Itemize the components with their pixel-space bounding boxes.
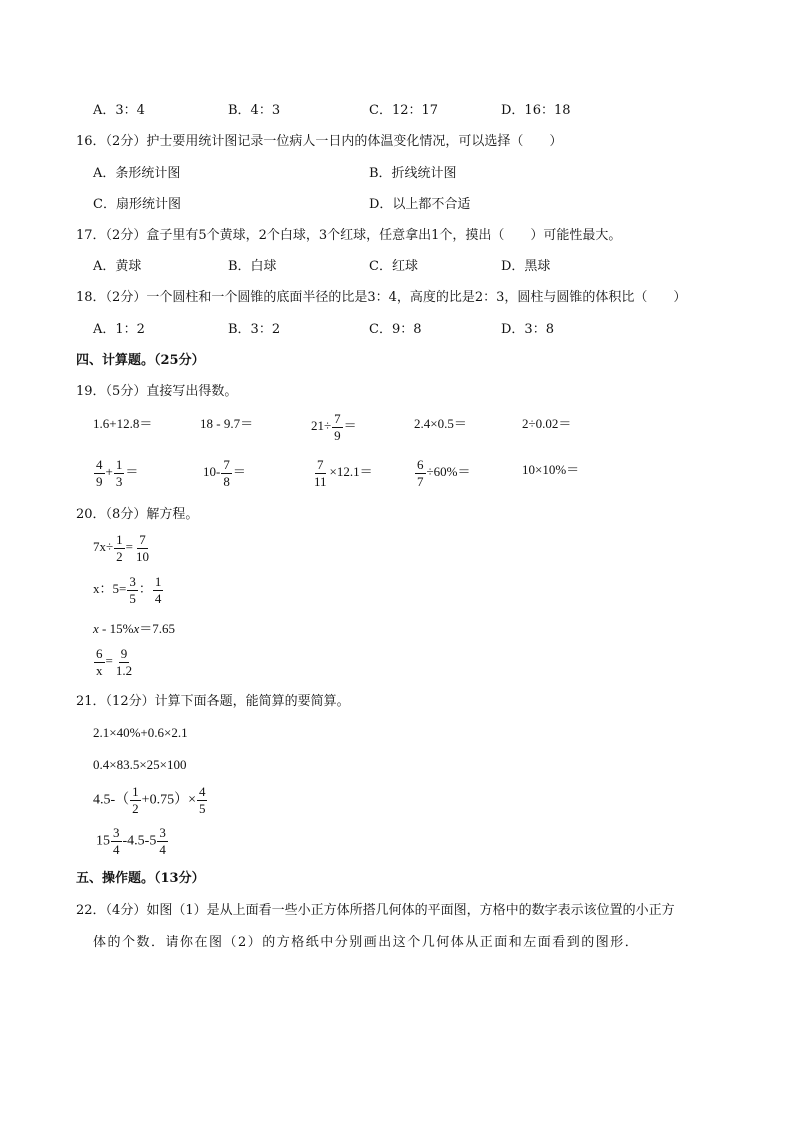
q19-item-6: $\frac{4}{9}$ + $\frac{1}{3}$ ＝ (96, 457, 139, 489)
q19-item-1: 1.6+12.8＝ (93, 416, 153, 431)
q15-option-c: C．12：17 (369, 103, 439, 118)
q16-option-b: B．折线统计图 (369, 166, 457, 181)
q20-equation-3: x - 15%x＝7.65 (93, 621, 175, 636)
section-5-heading: 五、操作题。（13分） (76, 871, 205, 886)
q17-option-c: C．红球 (369, 259, 418, 274)
q19-stem: 19．（5分）直接写出得数。 (76, 384, 238, 399)
q21-expression-2: 0.4×83.5×25×100 (93, 757, 187, 772)
q22-stem-line-1: 22．（4分）如图（1）是从上面看一些小正方体所搭几何体的平面图，方格中的数字表示该位置的小正方 (76, 903, 675, 918)
q17-option-a: A．黄球 (93, 259, 142, 274)
q18-option-b: B．3：2 (228, 322, 281, 337)
q18-option-c: C．9：8 (369, 322, 422, 337)
q17-option-b: B．白球 (228, 259, 277, 274)
q19-item-9: $\frac{6}{7}$ ÷60%＝ (417, 457, 471, 489)
q15-option-d: D．16：18 (501, 103, 571, 118)
q19-item-3: 21÷ $\frac{7}{9}$ ＝ (311, 411, 357, 443)
q22-stem-line-2: 体的个数．请你在图（2）的方格纸中分别画出这个几何体从正面和左面看到的图形． (93, 935, 640, 950)
q19-item-8: $\frac{7}{11}$ ×12.1＝ (314, 457, 373, 489)
q20-equation-4: $\frac{6}{x}$ = $\frac{9}{1.2}$ (96, 646, 133, 678)
q16-option-a: A．条形统计图 (93, 166, 181, 181)
q15-option-a: A．3：4 (93, 103, 145, 118)
q20-stem: 20．（8分）解方程。 (76, 507, 199, 522)
q18-option-d: D．3：8 (501, 322, 554, 337)
q19-item-7: 10- $\frac{7}{8}$ ＝ (203, 457, 246, 489)
q18-option-a: A．1：2 (93, 322, 145, 337)
q21-expression-3: 4.5-（ $\frac{1}{2}$ +0.75）× $\frac{4}{5}$ (93, 784, 206, 816)
q19-item-10: 10×10%＝ (522, 462, 580, 477)
section-4-heading: 四、计算题。（25分） (76, 353, 205, 368)
q19-item-2: 18 - 9.7＝ (200, 416, 254, 431)
q19-item-5: 2÷0.02＝ (522, 416, 572, 431)
q17-stem: 17．（2分）盒子里有5个黄球，2个白球，3个红球，任意拿出1个，摸出（ ）可能性最大。 (76, 228, 622, 243)
q16-option-d: D．以上都不合适 (369, 197, 471, 212)
q21-stem: 21．（12分）计算下面各题，能简算的要简算。 (76, 694, 350, 709)
q21-expression-1: 2.1×40%+0.6×2.1 (93, 725, 188, 740)
q17-option-d: D．黑球 (501, 259, 551, 274)
q20-equation-1: 7x÷ $\frac{1}{2}$ = $\frac{7}{10}$ (93, 532, 149, 564)
q15-option-b: B．4：3 (228, 103, 281, 118)
q21-expression-4: 15 $\frac{3}{4}$ -4.5-5 $\frac{3}{4}$ (96, 825, 166, 857)
q16-option-c: C．扇形统计图 (93, 197, 181, 212)
q18-stem: 18．（2分）一个圆柱和一个圆锥的底面半径的比是3：4，高度的比是2：3，圆柱与圆锥的体积比（ ） (76, 290, 687, 305)
q20-equation-2: x：5= $\frac{3}{5}$ ： $\frac{1}{4}$ (93, 574, 162, 606)
q19-item-4: 2.4×0.5＝ (414, 416, 467, 431)
q16-stem: 16．（2分）护士要用统计图记录一位病人一日内的体温变化情况，可以选择（ ） (76, 134, 563, 149)
